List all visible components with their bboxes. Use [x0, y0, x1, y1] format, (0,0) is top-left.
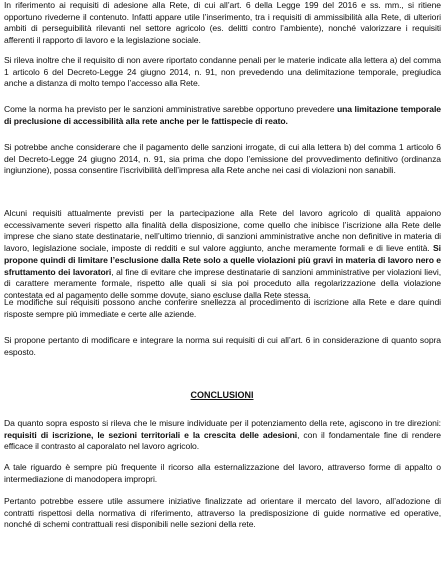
text-span: In riferimento ai requisiti di adesione alla Rete, di cui all’art. 6 della Legge 199 del 2016 e ss. mm., si ritiene opportuno rivederne il contenuto. Infatti appare utile l’inserimento, tra i requisiti di ammissibilità alla Rete, di ulteriori ambiti di perseguibilità rilevanti nel settore agricolo (es. delitti contro l’ambiente), nonché valorizzare i requisiti afferenti il rapporto di lavoro e la legislazione sociale.	[4, 0, 441, 46]
text-span: , con il fondamentale fine di rendere efficace il contrasto al caporalato nel lavoro agricolo.	[4, 429, 441, 452]
paragraph-pagamento-sanzioni	[4, 142, 441, 177]
text-span: Le modifiche sui requisiti possono anche conferire snellezza al procedimento di iscrizione alla Rete e dare quindi risposte sempre più immediate e certe alle aziende.	[4, 297, 441, 319]
bold-text-span: Si propone quindi di limitare l’esclusione dalla Rete solo a quelle violazioni più gravi in materia di lavoro nero e sfruttamento dei lavoratori	[4, 243, 441, 277]
text-span: A tale riguardo è sempre più frequente il ricorso alla esternalizzazione del lavoro, attraverso forme di appalto o intermediazione di manodopera impropri.	[4, 462, 441, 484]
text-span: Da quanto sopra esposto si rileva che le misure individuate per il potenziamento della rete, agiscono in tre direzioni:	[4, 418, 441, 428]
bold-text-span: requisiti di iscrizione, le sezioni territoriali e la crescita delle adesioni	[4, 429, 298, 440]
bold-text-span: una limitazione temporale di preclusione di accessibilità alla rete anche per le fattispecie di reato.	[4, 104, 441, 126]
text-span: Come la norma ha previsto per le sanzioni amministrative sarebbe opportuno prevedere	[4, 104, 337, 114]
paragraph-conclusioni-direzioni	[4, 418, 441, 453]
text-span: Pertanto potrebbe essere utile assumere iniziative finalizzate ad orientare il mercato del lavoro, all’adozione di contratti rispettosi della normativa di riferimento, attraverso la predisposizione di guide normative ed operative, nonché di schemi contrattuali resi disponibili nelle sezioni della rete.	[4, 496, 441, 530]
paragraph-adesione-requisiti	[4, 0, 441, 47]
paragraph-requisiti-severi	[4, 208, 441, 302]
paragraph-iniziative-mercato	[4, 496, 441, 531]
text-span: Alcuni requisiti attualmente previsti per la partecipazione alla Rete del lavoro agricolo di qualità appaiono eccessivamente severi rispetto alla finalità della disposizione, come quello che inibisce l’iscrizione alla Rete delle imprese che siano state destinatarie, nell’ultimo triennio, di sanzioni amministrative anche non definitive in materia di lavoro, legislazione sociale, imposte di redditi e sul valore aggiunto, anche meramente formali e di lieve entità.	[4, 208, 441, 254]
text-span: Si propone pertanto di modificare e integrare la norma sui requisiti di cui all’art. 6 in considerazione di quanto sopra esposto.	[4, 335, 441, 357]
paragraph-proposta-modifica	[4, 335, 441, 358]
paragraph-limitazione-temporale	[4, 104, 441, 127]
paragraph-snellezza	[4, 297, 441, 320]
text-span: Si rileva inoltre che il requisito di non avere riportato condanne penali per le materie indicate alla lettera a) del comma 1 articolo 6 del Decreto-Legge 24 giugno 2014, n. 91, non prevedendo una delimitazione temporale, pregiudica anche a distanza di molto tempo l’accesso alla Rete.	[4, 55, 441, 89]
paragraph-esternalizzazione	[4, 462, 441, 485]
paragraph-condanne-penali	[4, 55, 441, 90]
conclusions-heading: CONCLUSIONI	[190, 390, 254, 400]
text-span: , al fine di evitare che imprese destinatarie di sanzioni amministrative per violazioni lievi, di carattere meramente formale, rispetto alle quali si sia poi proceduto alla regolarizzazione della violazione contestata ed al pagamento delle somme dovute, siano escluse dalla Rete stessa.	[4, 266, 442, 300]
text-span: Si potrebbe anche considerare che il pagamento delle sanzioni irrogate, di cui alla lettera b) del comma 1 articolo 6 del Decreto-Legge 24 giugno 2014, n. 91, sia prima che dopo l’emissione del provvedimento definitivo (ordinanza ingiunzione), possa consentire l’iscrivibilità dell’impresa alla Rete anche nei casi di violazioni non sanabili.	[4, 142, 441, 176]
